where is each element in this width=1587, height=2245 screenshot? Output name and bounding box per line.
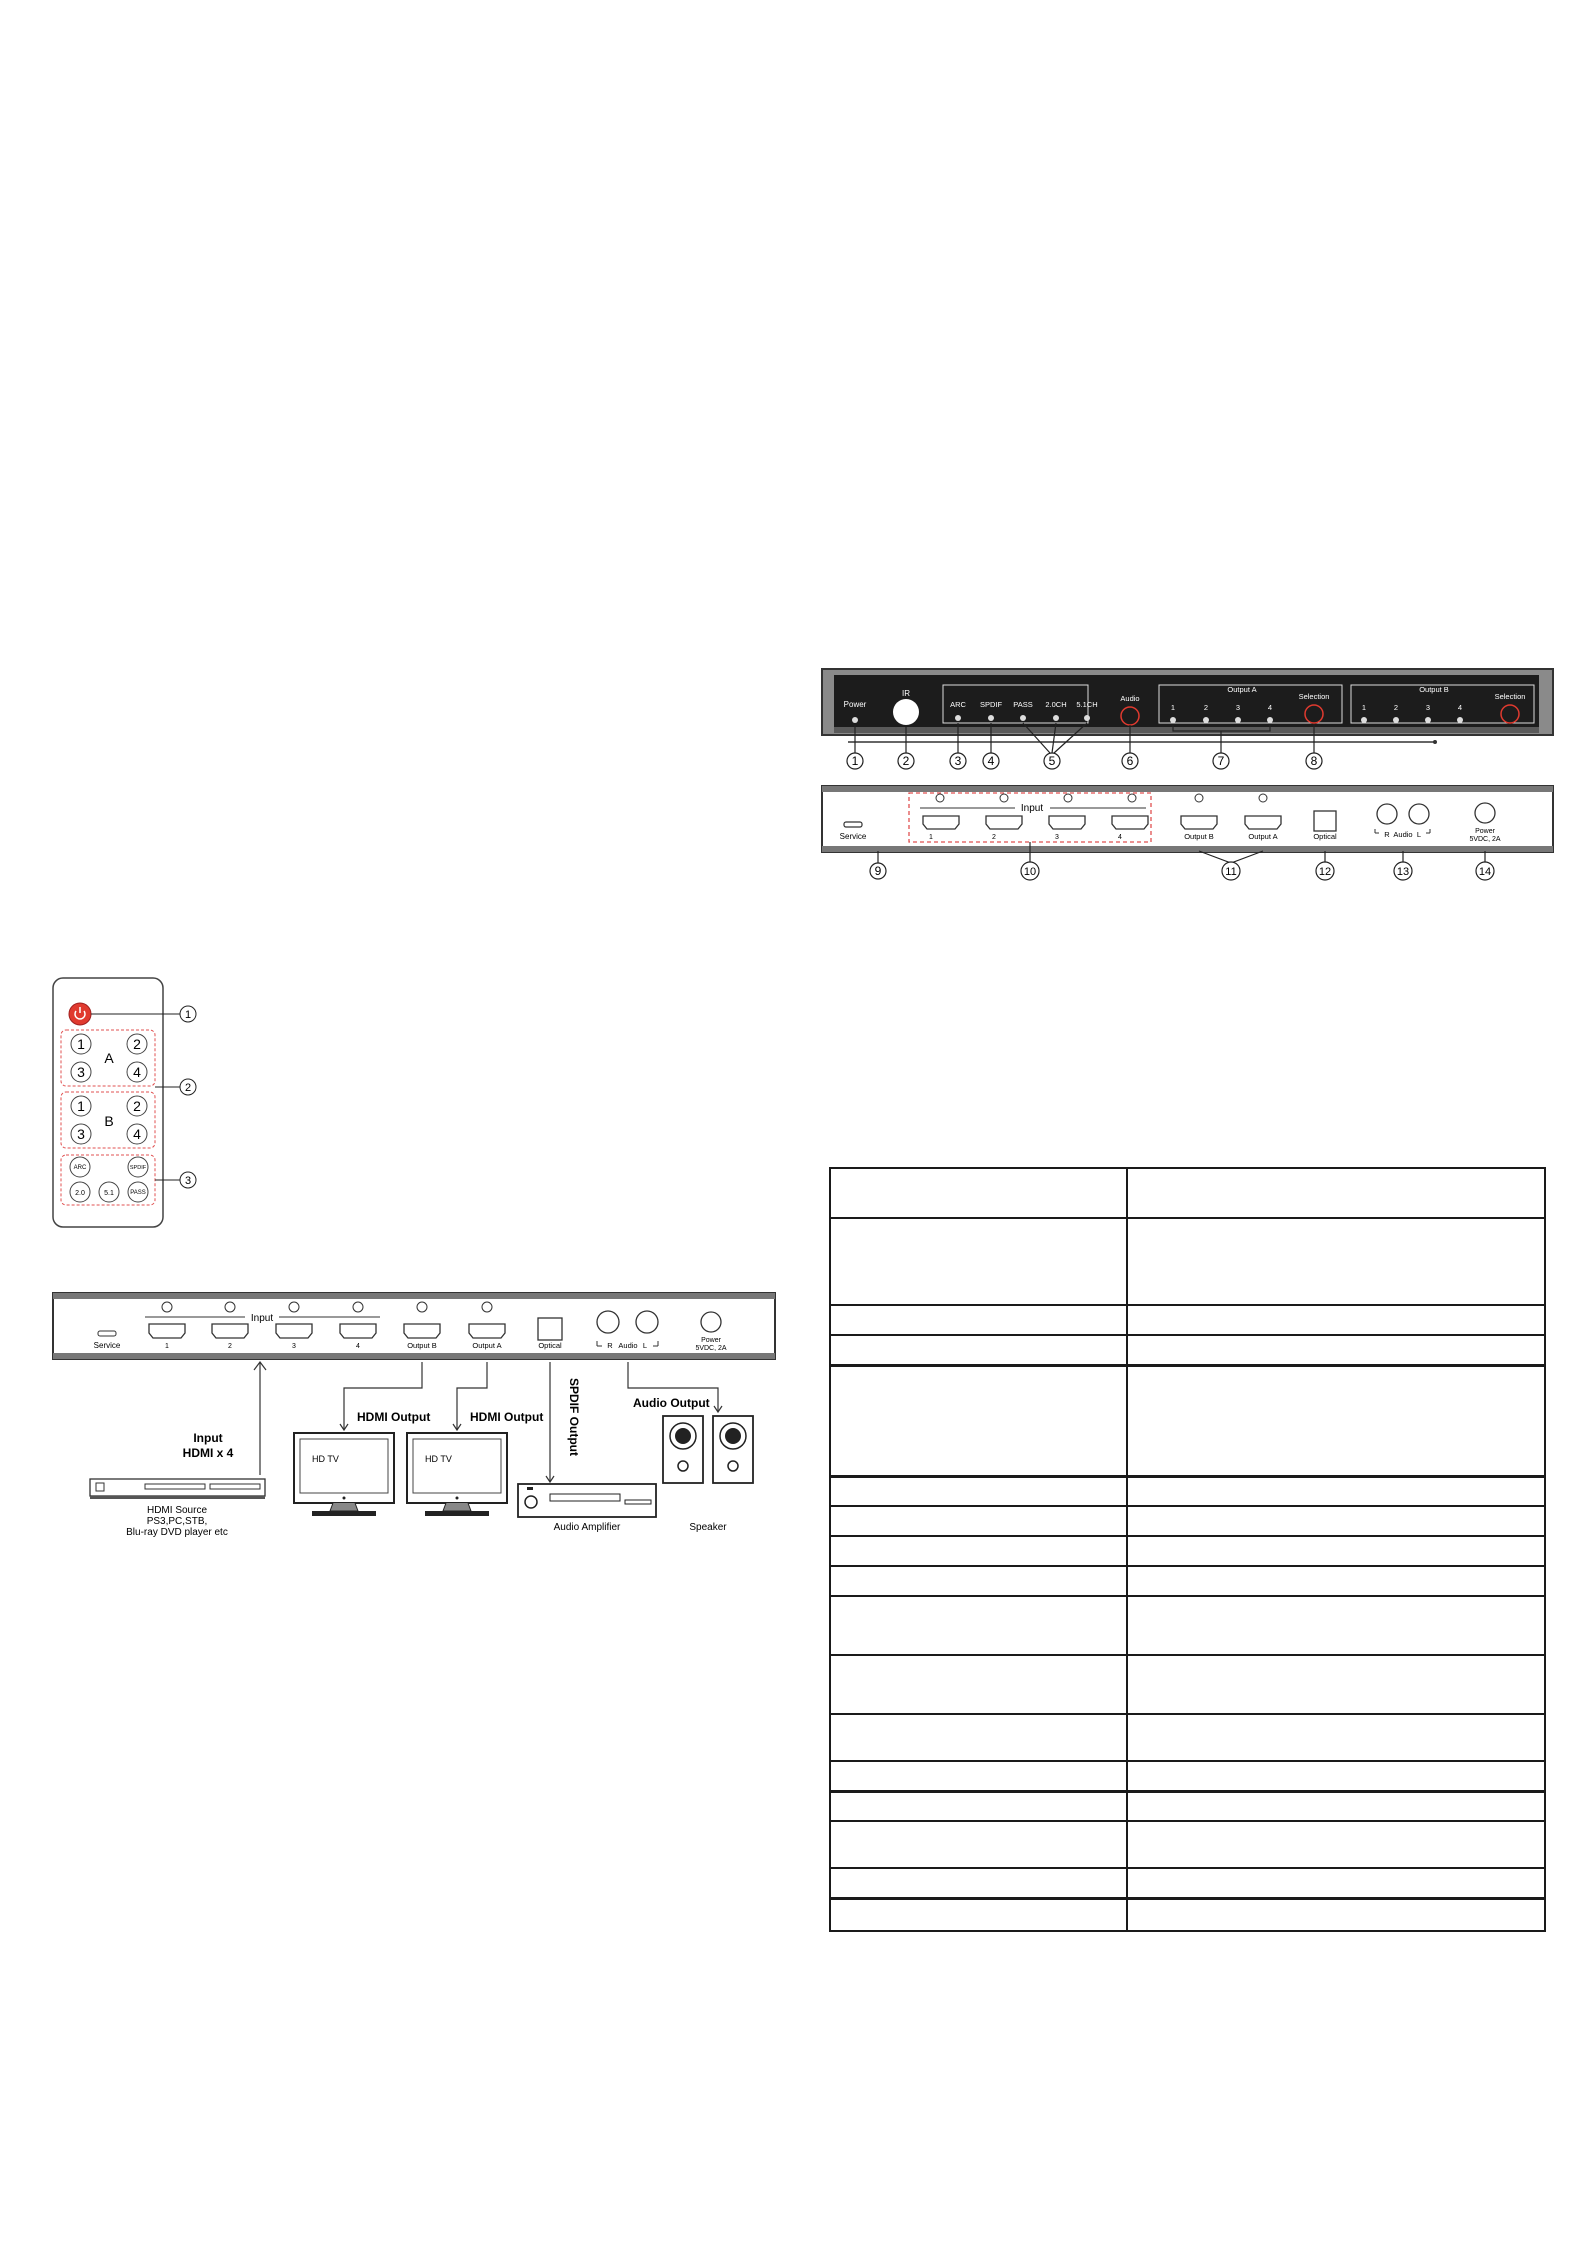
- table-cell: [1127, 1335, 1545, 1365]
- spdif-label: SPDIF: [979, 700, 1003, 709]
- table-row: [830, 1536, 1545, 1566]
- table-cell: [830, 1655, 1127, 1714]
- output-b-selection-label: Selection: [1494, 692, 1526, 701]
- conn-input-num-2: 2: [228, 1343, 232, 1350]
- table-cell: [1127, 1898, 1545, 1931]
- output-a-num-3: 3: [1235, 703, 1241, 712]
- table-row: [830, 1476, 1545, 1506]
- front-callouts: [847, 753, 1322, 769]
- ch20-label: 2.0CH: [1045, 700, 1067, 709]
- callout-4: 4: [987, 754, 995, 768]
- table-cell: [1127, 1536, 1545, 1566]
- table-cell: [830, 1218, 1127, 1305]
- callout-9: 9: [874, 864, 882, 878]
- table-cell: [830, 1868, 1127, 1898]
- rear-callouts: [870, 862, 1494, 880]
- pass-label: PASS: [1013, 700, 1033, 709]
- table-cell: [1127, 1868, 1545, 1898]
- ch51-led: [1084, 715, 1090, 721]
- table-cell: [830, 1714, 1127, 1761]
- output-b-num-2: 2: [1393, 703, 1399, 712]
- remote-b-key-2: 2: [133, 1098, 141, 1114]
- conn-audio-output: Audio Output: [633, 1396, 710, 1410]
- callout-11: 11: [1225, 866, 1237, 878]
- source-label-2: PS3,PC,STB,: [146, 1516, 208, 1527]
- output-b-label: Output B: [1419, 685, 1449, 694]
- remote-spdif-label: SPDIF: [129, 1165, 147, 1171]
- conn-spdif-output: SPDIF Output: [567, 1378, 581, 1456]
- rear-r-label: R: [1384, 830, 1390, 839]
- connection-rear-panel: [53, 1293, 775, 1359]
- remote-power-button[interactable]: [69, 1003, 91, 1025]
- output-a-selection-label: Selection: [1298, 692, 1330, 701]
- callout-10: 10: [1023, 866, 1037, 878]
- table-row: [830, 1761, 1545, 1791]
- callout-5: 5: [1048, 754, 1056, 768]
- table-cell: [830, 1305, 1127, 1335]
- table-cell: [830, 1761, 1127, 1791]
- output-b-led: [1393, 717, 1399, 723]
- table-cell: [1127, 1218, 1545, 1305]
- rear-output-a-label: Output A: [1248, 832, 1278, 841]
- output-a-num-2: 2: [1203, 703, 1209, 712]
- amplifier-label: Audio Amplifier: [553, 1522, 621, 1533]
- output-a-led: [1235, 717, 1241, 723]
- audio-amplifier: [518, 1484, 656, 1533]
- ch51-label: 5.1CH: [1076, 700, 1098, 709]
- rear-audio-label: Audio: [1393, 830, 1413, 839]
- power-led: [852, 717, 858, 723]
- rear-output-b-label: Output B: [1184, 832, 1214, 841]
- remote-callout-2: 2: [184, 1082, 192, 1094]
- table-cell: [830, 1476, 1127, 1506]
- output-a-led: [1170, 717, 1176, 723]
- conn-service-label: Service: [93, 1341, 121, 1350]
- conn-l-label: L: [642, 1341, 648, 1350]
- speaker-label: Speaker: [689, 1522, 727, 1533]
- callout-14: 14: [1478, 866, 1492, 878]
- table-cell: [830, 1365, 1127, 1476]
- callout-6: 6: [1126, 754, 1134, 768]
- rear-power-label: Power: [1475, 828, 1495, 835]
- output-a-led: [1203, 717, 1209, 723]
- table-row: [830, 1335, 1545, 1365]
- callout-1: 1: [851, 754, 859, 768]
- table-cell: [830, 1821, 1127, 1868]
- remote-diagram: [50, 975, 220, 1235]
- source-label-1: HDMI Source: [146, 1505, 208, 1516]
- remote-a-key-4: 4: [133, 1064, 141, 1080]
- arc-led: [955, 715, 961, 721]
- speakers: [663, 1416, 753, 1533]
- output-b-led: [1425, 717, 1431, 723]
- conn-input-num-3: 3: [292, 1343, 296, 1350]
- front-panel: [822, 669, 1553, 744]
- table-cell: [1127, 1821, 1545, 1868]
- output-a-num-1: 1: [1170, 703, 1176, 712]
- conn-r-label: R: [607, 1341, 613, 1350]
- audio-button-label: Audio: [1120, 694, 1140, 703]
- conn-audio-label: Audio: [618, 1341, 638, 1350]
- table-row: [830, 1305, 1545, 1335]
- table-cell: [830, 1566, 1127, 1596]
- connection-diagram: [50, 1290, 780, 1555]
- table-cell: [1127, 1506, 1545, 1536]
- callout-3: 3: [954, 754, 962, 768]
- conn-input-label: Input: [250, 1313, 274, 1324]
- tv-1-label: HD TV: [312, 1454, 339, 1464]
- callout-7: 7: [1217, 754, 1225, 768]
- table-cell: [1127, 1596, 1545, 1655]
- ch20-led: [1053, 715, 1059, 721]
- output-a-selection-button[interactable]: [1305, 705, 1323, 723]
- table-cell: [830, 1596, 1127, 1655]
- rear-input-num-3: 3: [1055, 834, 1059, 841]
- rear-l-label: L: [1416, 830, 1422, 839]
- table-cell: [830, 1791, 1127, 1821]
- remote-b-key-3: 3: [77, 1126, 85, 1142]
- table-row: [830, 1791, 1545, 1821]
- remote-b-key-1: 1: [77, 1098, 85, 1114]
- remote-b-key-4: 4: [133, 1126, 141, 1142]
- remote-51ch-label: 5.1: [104, 1190, 114, 1197]
- front-power-label: Power: [843, 700, 867, 709]
- remote-a-key-1: 1: [77, 1036, 85, 1052]
- table-cell: [1127, 1655, 1545, 1714]
- spdif-led: [988, 715, 994, 721]
- callout-12: 12: [1318, 866, 1332, 878]
- table-row: [830, 1898, 1545, 1931]
- conn-output-b-label: Output B: [407, 1341, 437, 1350]
- remote-arc-label: ARC: [73, 1165, 87, 1171]
- tv-2-label: HD TV: [425, 1454, 452, 1464]
- table-cell: [1127, 1791, 1545, 1821]
- output-a-led: [1267, 717, 1273, 723]
- rear-optical-label: Optical: [1313, 832, 1337, 841]
- remote-callout-3: 3: [184, 1175, 192, 1187]
- remote-b-label: B: [104, 1113, 114, 1129]
- panel-diagram: [820, 665, 1560, 895]
- table-cell: [830, 1506, 1127, 1536]
- remote-a-label: A: [104, 1050, 114, 1066]
- remote-callout-1: 1: [184, 1009, 192, 1021]
- audio-button[interactable]: [1121, 707, 1139, 725]
- table-cell: [830, 1898, 1127, 1931]
- conn-output-a-label: Output A: [472, 1341, 502, 1350]
- table-cell: [1127, 1365, 1545, 1476]
- remote-a-key-2: 2: [133, 1036, 141, 1052]
- rear-input-num-1: 1: [929, 834, 933, 841]
- rear-input-num-4: 4: [1118, 834, 1122, 841]
- output-b-led: [1457, 717, 1463, 723]
- conn-optical-label: Optical: [538, 1341, 562, 1350]
- ir-receiver: [893, 699, 919, 725]
- remote-pass-label: PASS: [130, 1190, 146, 1196]
- conn-power-spec: 5VDC, 2A: [695, 1345, 727, 1352]
- rear-panel: [822, 786, 1553, 852]
- hdmi-source-device: [90, 1479, 265, 1538]
- rear-power-spec: 5VDC, 2A: [1469, 836, 1501, 843]
- output-a-num-4: 4: [1267, 703, 1273, 712]
- callout-2: 2: [902, 754, 910, 768]
- output-b-num-1: 1: [1361, 703, 1367, 712]
- table-cell: [1127, 1761, 1545, 1791]
- conn-power-label: Power: [701, 1337, 721, 1344]
- source-label-3: Blu-ray DVD player etc: [126, 1527, 228, 1538]
- table-row: [830, 1714, 1545, 1761]
- output-b-led: [1361, 717, 1367, 723]
- table-row: [830, 1218, 1545, 1305]
- rear-input-num-2: 2: [992, 834, 996, 841]
- conn-input-num-1: 1: [165, 1343, 169, 1350]
- table-cell: [830, 1536, 1127, 1566]
- table-row: [830, 1506, 1545, 1536]
- tv-2: [407, 1433, 507, 1516]
- table-row: [830, 1655, 1545, 1714]
- table-cell: [1127, 1168, 1545, 1218]
- arc-label: ARC: [950, 700, 966, 709]
- remote-2ch-label: 2.0: [75, 1190, 85, 1197]
- table-row: [830, 1566, 1545, 1596]
- table-cell: [1127, 1305, 1545, 1335]
- output-b-selection-button[interactable]: [1501, 705, 1519, 723]
- table-row: [830, 1868, 1545, 1898]
- conn-input-title: Input: [193, 1431, 223, 1445]
- callout-8: 8: [1310, 754, 1318, 768]
- remote-a-key-3: 3: [77, 1064, 85, 1080]
- table-row: [830, 1365, 1545, 1476]
- callout-13: 13: [1396, 866, 1410, 878]
- rear-service-label: Service: [839, 832, 867, 841]
- table-row: [830, 1168, 1545, 1218]
- table-cell: [830, 1335, 1127, 1365]
- table-cell: [1127, 1714, 1545, 1761]
- table-cell: [1127, 1476, 1545, 1506]
- output-a-label: Output A: [1227, 685, 1257, 694]
- conn-input-num-4: 4: [356, 1343, 360, 1350]
- table-cell: [1127, 1566, 1545, 1596]
- rear-input-label: Input: [1020, 803, 1044, 814]
- tv-1: [294, 1433, 394, 1516]
- output-b-num-4: 4: [1457, 703, 1463, 712]
- pass-led: [1020, 715, 1026, 721]
- conn-hdmi-output-1: HDMI Output: [357, 1410, 431, 1424]
- output-b-num-3: 3: [1425, 703, 1431, 712]
- conn-input-subtitle: HDMI x 4: [182, 1446, 234, 1460]
- table-row: [830, 1596, 1545, 1655]
- ir-label: IR: [902, 689, 910, 698]
- table-cell: [830, 1168, 1127, 1218]
- table-row: [830, 1821, 1545, 1868]
- conn-hdmi-output-2: HDMI Output: [470, 1410, 544, 1424]
- spec-table: [829, 1167, 1546, 1932]
